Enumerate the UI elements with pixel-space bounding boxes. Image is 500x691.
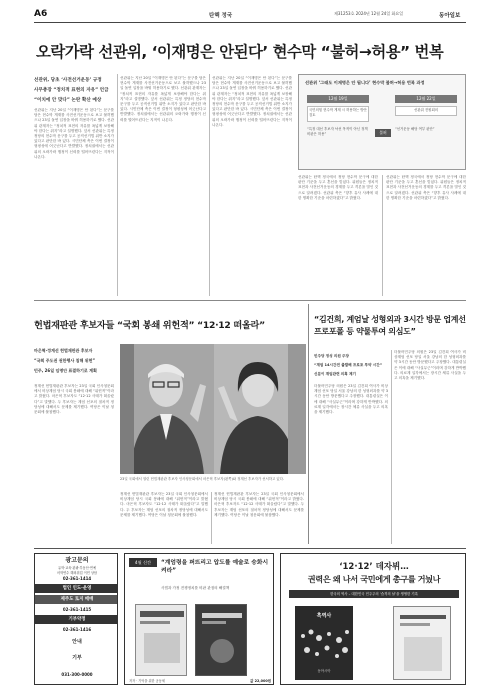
headline-election-commission: 오락가락 선관위, ‘이재명은 안된다’ 현수막 “불허→허용” 번복 bbox=[36, 43, 444, 61]
column-divider bbox=[209, 74, 210, 296]
ad-mid-price: 값 22,000원 bbox=[250, 679, 271, 683]
article1-lead-line: “이치에 안 맞다” 논란 확산 예상 bbox=[34, 98, 102, 103]
article3-body-col2: 더불어민주당 의원은 23일 김건희 여사가 비상계엄 선포 당일 서울 강남의 한 성형외과를 약 3시간 동안 방문했다고 주장했다. 대통령실은 이에 대해 “사실무근”이라며 강하게 반박했다. 의료계 일각에서는 장시간 체류 사실을 두고 의혹을 제기했다. bbox=[394, 350, 466, 381]
photo-nominee-ma bbox=[120, 344, 214, 474]
article1-box-body-col1: 선관위는 탄핵 정국에서 정당 현수막 문구에 대한 판단 기준을 두고 혼선을 빚었다. 위원들은 정치적 표현과 사전선거운동의 경계를 두고 격론을 벌인 것으로 알려졌다. 선관위 측은 “향후 유사 사례에 대한 명확한 기준을 마련하겠다”고 밝혔다. bbox=[298, 175, 378, 200]
ad-left-banner: 제주도 토지 매매 bbox=[35, 595, 118, 604]
article2-body-col1: 정계선 헌법재판관 후보자는 23일 국회 인사청문회에서 비상계엄 당시 국회 봉쇄에 대해 “위헌적”이라고 밝혔다. 마은혁 후보자도 “12·12 사태가 떠올랐다”고 말했다. 두 후보자는 계엄 선포의 절차적 정당성에 대해서도 문제를 제기했다. 여당은 이날 청문회에 불참했다. bbox=[34, 384, 114, 415]
portrait-graphic bbox=[120, 344, 214, 474]
article1-box-body-col2: 선관위는 탄핵 정국에서 정당 현수막 문구에 대한 판단 기준을 두고 혼선을 빚었다. 위원들은 정치적 표현과 사전선거운동의 경계를 두고 격론을 벌인 것으로 알려졌다. 선관위 측은 “향후 유사 사례에 대한 명확한 기준을 마련하겠다”고 밝혔다. bbox=[386, 175, 466, 200]
book-cover-right-2 bbox=[393, 606, 451, 680]
infobox-quote: “선거운동 해당 여부 판단” bbox=[395, 127, 435, 131]
section-title: 탄핵 정국 bbox=[209, 13, 233, 19]
article3-lead-line: “계엄 14시간전 출발해 프로포 투약 시간” bbox=[314, 363, 383, 367]
article1-body-col2: 선관위는 지난 20일 “이재명은 안 된다”는 문구를 담은 현수막 게재를 사전선거운동으로 보고 불허했으나 23일 돌연 입장을 바꿔 허용하기로 했다. 선관위 관계자는 “정치적 표현의 자유를 폭넓게 보장해야 한다는 취지”라고 설명했다. 앞서 선관위는 특정 정당의 현수막 문구를 두고 공직선거법 위반 소지가 있다고 판단한 바 있다. 시민단체 측은 이번 결정이 형평성에 어긋난다고 반발했다. 정치권에서는 선관위의 오락가락 행정이 신뢰를 떨어뜨린다는 지적이 나온다. bbox=[120, 76, 206, 122]
book-cover-title: 흑역사 bbox=[316, 613, 332, 619]
ad-left-phone: 031-300-0000 bbox=[61, 672, 93, 677]
article2-lead-line: 마은혁·정계선 헌법재판관 후보자 bbox=[34, 348, 93, 353]
infobox-quote: “특정 대선 후보자 낙선 목적이 아닌 정책 비판은 허용” bbox=[307, 127, 368, 136]
ad-left-banner: 기부약정 bbox=[35, 615, 118, 624]
portrait-graphic bbox=[214, 344, 306, 474]
article1-lead-line: 선관위, 당초 ‘사전선거운동’ 규정 bbox=[34, 78, 102, 83]
book-cover-graphic bbox=[196, 605, 248, 677]
ad-left-item: 유학·교육·관광·부동산·연예 bbox=[58, 566, 96, 570]
ad-left-heading: 안내 bbox=[72, 639, 82, 645]
infobox-desc: 선관위 전원회의 bbox=[395, 106, 457, 116]
article2-lead-line: “국회 주도권 권한행사 침해 위헌” bbox=[34, 358, 96, 363]
ad-mid-headline: “계엄령을 퍼뜨리고 압도를 예술로 승화시켜라” bbox=[161, 560, 269, 574]
ad-left-item: 어학연수 해외취업 이민 상담 bbox=[57, 571, 97, 575]
column-divider bbox=[308, 304, 309, 544]
column-divider bbox=[117, 74, 118, 296]
ad-left-banner: 법인 인도·운영 bbox=[35, 584, 118, 593]
ad-mid-badge: 4월 신간 bbox=[129, 558, 157, 567]
article1-lead bbox=[34, 76, 114, 106]
ad-left-phone: 02-361-1414 bbox=[62, 576, 92, 581]
article2-lead-line: 민주, 26일 임명안 표결하기로 계획 bbox=[34, 368, 97, 373]
section-rule bbox=[34, 300, 466, 301]
article3-lead-line: 신분이 계엄관련 의혹 제기 bbox=[314, 372, 356, 376]
book-cover-publisher: 동아시아 bbox=[317, 669, 331, 673]
page-number: A6 bbox=[34, 9, 48, 19]
infobox-date-badge: 12월 19일 bbox=[307, 95, 369, 103]
book-cover-graphic bbox=[136, 605, 188, 677]
ad-mid-author: 저자 · 기억을 위한 공동체 bbox=[129, 679, 165, 683]
header-rule bbox=[34, 22, 466, 23]
ads-rule bbox=[34, 548, 466, 549]
ad-right-headline-2: 권력은 왜 나서 국민에게 총구를 거눴나 bbox=[307, 574, 441, 584]
article2-body-col2: 정계선 헌법재판관 후보자는 23일 국회 인사청문회에서 비상계엄 당시 국회 봉쇄에 대해 “위헌적”이라고 밝혔다. 마은혁 후보자도 “12·12 사태가 떠올랐다”고 말했다. 두 후보자는 계엄 선포의 절차적 정당성에 대해서도 문제를 제기했다. 여당은 이날 청문회에 불참했다. bbox=[120, 492, 208, 517]
book-cover-graphic bbox=[394, 607, 452, 681]
infobox-desc: 국민의힘 현수막 게재 시 허용하는 방안 검토 bbox=[307, 106, 369, 122]
article3-body-col1: 더불어민주당 의원은 23일 김건희 여사가 비상계엄 선포 당일 서울 강남의 한 성형외과를 약 3시간 동안 방문했다고 주장했다. 대통령실은 이에 대해 “사실무근”이라며 강하게 반박했다. 의료계 일각에서는 장시간 체류 사실을 두고 의혹을 제기했다. bbox=[314, 384, 388, 415]
issue-info: 제31253호 2024년 12월 24일 화요일 bbox=[334, 11, 404, 16]
ad-left-phone: 02-361-1415 bbox=[62, 607, 92, 612]
ad-right-headline-1: ‘12·12’ 데자뷔… bbox=[339, 562, 409, 572]
article1-body-col3: 선관위는 지난 20일 “이재명은 안 된다”는 문구를 담은 현수막 게재를 사전선거운동으로 보고 불허했으나 23일 돌연 입장을 바꿔 허용하기로 했다. 선관위 관계자는 “정치적 표현의 자유를 폭넓게 보장해야 한다는 취지”라고 설명했다. 앞서 선관위는 특정 정당의 현수막 문구를 두고 공직선거법 위반 소지가 있다고 판단한 바 있다. 시민단체 측은 이번 결정이 형평성에 어긋난다고 반발했다. 정치권에서는 선관위의 오락가락 행정이 신뢰를 떨어뜨린다는 지적이 나온다. bbox=[212, 76, 292, 127]
ad-middle-book[interactable] bbox=[124, 553, 274, 685]
article1-lead-line: 사무총장 “정치적 표현의 자유” 언급 bbox=[34, 88, 109, 93]
ad-left-title: 광고문의 bbox=[65, 557, 89, 564]
headline-constitutional-court: 헌법재판관 후보자들 “국회 봉쇄 위헌적” “12·12 떠올라” bbox=[34, 320, 265, 331]
headline-kim-keon-hee: “김건희, 계엄날 성형외과 3시간 방문 업계선 프로포폴 등 약물투여 의심도” bbox=[314, 315, 466, 336]
book-cover-2 bbox=[195, 604, 247, 676]
process-infobox bbox=[298, 74, 466, 170]
infobox-date-badge: 12월 22일 bbox=[395, 95, 457, 103]
ad-right-book[interactable] bbox=[280, 553, 466, 685]
ad-left-phone: 02-361-1416 bbox=[62, 627, 92, 632]
ad-right-subtitle-bar: 한국의 역사 – 대한민국 민주주의 ‘습격의 날’을 생생한 기록 bbox=[289, 590, 459, 598]
article1-body-col1: 선관위는 지난 20일 “이재명은 안 된다”는 문구를 담은 현수막 게재를 사전선거운동으로 보고 불허했으나 23일 돌연 입장을 바꿔 허용하기로 했다. 선관위 관계자는 “정치적 표현의 자유를 폭넓게 보장해야 한다는 취지”라고 설명했다. 앞서 선관위는 특정 정당의 현수막 문구를 두고 공직선거법 위반 소지가 있다고 판단한 바 있다. 시민단체 측은 이번 결정이 형평성에 어긋난다고 반발했다. 정치권에서는 선관위의 오락가락 행정이 신뢰를 떨어뜨린다는 지적이 나온다. bbox=[34, 108, 114, 159]
newspaper-brand: 동아일보 bbox=[439, 12, 461, 19]
article2-lead bbox=[34, 346, 114, 376]
article3-lead-line: 민주당 정성 의원 주장 bbox=[314, 354, 349, 358]
page-header bbox=[34, 8, 466, 22]
book-cover-1 bbox=[135, 604, 187, 676]
ad-left-classifieds[interactable] bbox=[34, 553, 118, 685]
article2-body-col3: 정계선 헌법재판관 후보자는 23일 국회 인사청문회에서 비상계엄 당시 국회 봉쇄에 대해 “위헌적”이라고 밝혔다. 마은혁 후보자도 “12·12 사태가 떠올랐다”고 말했다. 두 후보자는 계엄 선포의 절차적 정당성에 대해서도 문제를 제기했다. 여당은 이날 청문회에 불참했다. bbox=[214, 492, 304, 517]
article3-lead bbox=[314, 352, 388, 379]
ad-mid-subtitle: 사법과 가정 전쟁정치를 비판 관점의 해결책 bbox=[161, 586, 230, 590]
column-divider bbox=[391, 350, 392, 544]
ad-left-heading: 기부 bbox=[72, 655, 82, 661]
photo-caption: 23일 국회에서 열린 헌법재판관 후보자 인사청문회에서 마은혁 후보자(왼쪽)와 정계선 후보자가 선서하고 있다. bbox=[120, 477, 285, 481]
photo-nominee-jeong bbox=[214, 344, 306, 474]
book-cover-right bbox=[295, 606, 353, 680]
column-divider bbox=[211, 492, 212, 544]
column-divider bbox=[382, 175, 383, 296]
infobox-title: 선관위 ‘그래도 이재명은 안 됩니다’ 현수막 불허→허용 번복 과정 bbox=[305, 80, 425, 85]
infobox-step-label: 불허 bbox=[375, 129, 391, 137]
